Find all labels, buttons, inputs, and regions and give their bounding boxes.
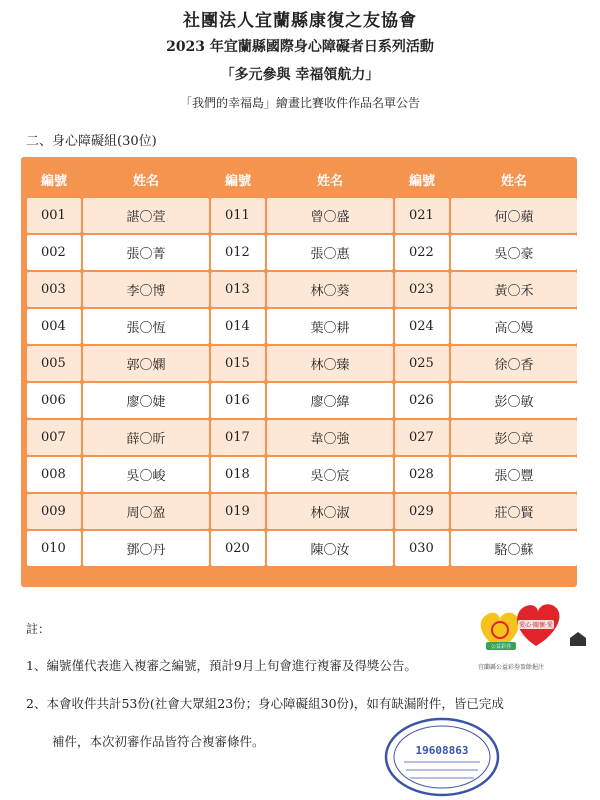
note-line: 補件，本次初審作品皆符合複審條件。 — [52, 734, 265, 749]
note-line: 1、編號僅代表進入複審之編號，預計9月上旬會進行複審及得獎公告。 — [26, 658, 417, 673]
table-body — [27, 198, 577, 566]
entry-number: 019 — [211, 494, 265, 529]
submission-table-frame — [21, 157, 577, 587]
entry-name: 李〇博 — [83, 272, 209, 307]
table-row — [27, 420, 577, 455]
entry-number: 005 — [27, 346, 81, 381]
entry-number: 003 — [27, 272, 81, 307]
entry-number: 022 — [395, 235, 449, 270]
entry-number: 016 — [211, 383, 265, 418]
entry-number: 027 — [395, 420, 449, 455]
entry-number: 024 — [395, 309, 449, 344]
slogan: 「多元參與 幸福領航力」 — [220, 67, 380, 83]
entry-number: 026 — [395, 383, 449, 418]
entry-name: 何〇蘋 — [451, 198, 577, 233]
entry-number: 001 — [27, 198, 81, 233]
entry-number: 029 — [395, 494, 449, 529]
entry-name: 高〇嫚 — [451, 309, 577, 344]
entry-name: 葉〇耕 — [267, 309, 393, 344]
entry-number: 020 — [211, 531, 265, 566]
entry-name: 韋〇強 — [267, 420, 393, 455]
table-row — [27, 457, 577, 492]
entry-name: 林〇淑 — [267, 494, 393, 529]
entry-name: 徐〇香 — [451, 346, 577, 381]
entry-number: 015 — [211, 346, 265, 381]
entry-name: 駱〇蘇 — [451, 531, 577, 566]
entry-number: 002 — [27, 235, 81, 270]
table-row — [27, 494, 577, 529]
header-name: 姓名 — [316, 173, 343, 189]
table-row — [27, 531, 577, 566]
entry-number: 014 — [211, 309, 265, 344]
header-number: 編號 — [408, 173, 435, 189]
table-row — [27, 383, 577, 418]
entry-number: 007 — [27, 420, 81, 455]
submission-table — [25, 160, 579, 568]
entry-name: 張〇惠 — [267, 235, 393, 270]
entry-number: 004 — [27, 309, 81, 344]
entry-name: 吳〇豪 — [451, 235, 577, 270]
entry-number: 013 — [211, 272, 265, 307]
entry-name: 林〇葵 — [267, 272, 393, 307]
notes-label: 註： — [26, 622, 51, 636]
heart-right-label: 愛心‧關懷‧愛 — [519, 622, 553, 629]
entry-name: 張〇豐 — [451, 457, 577, 492]
entry-name: 張〇恆 — [83, 309, 209, 344]
header-name: 姓名 — [500, 173, 527, 189]
entry-number: 006 — [27, 383, 81, 418]
entry-name: 諶〇萱 — [83, 198, 209, 233]
entry-number: 011 — [211, 198, 265, 233]
entry-number: 008 — [27, 457, 81, 492]
table-header-row — [27, 162, 577, 196]
table-row — [27, 346, 577, 381]
entry-number: 012 — [211, 235, 265, 270]
entry-number: 009 — [27, 494, 81, 529]
entry-name: 彭〇敏 — [451, 383, 577, 418]
entry-number: 018 — [211, 457, 265, 492]
entry-name: 彭〇章 — [451, 420, 577, 455]
header-number: 編號 — [40, 173, 67, 189]
entry-name: 黃〇禾 — [451, 272, 577, 307]
entry-name: 莊〇賢 — [451, 494, 577, 529]
entry-number: 021 — [395, 198, 449, 233]
note-line: 2、本會收件共計53份(社會大眾組23份；身心障礙組30份)，如有缺漏附件，皆已完成 — [26, 696, 504, 711]
table-row — [27, 198, 577, 233]
entry-name: 周〇盈 — [83, 494, 209, 529]
header-number: 編號 — [224, 173, 251, 189]
heart-label: 公益彩券 — [490, 644, 512, 650]
entry-name: 吳〇峻 — [83, 457, 209, 492]
table-row — [27, 272, 577, 307]
section-title: 二、身心障礙組(30位) — [26, 134, 157, 149]
lottery-charity-logo — [470, 598, 590, 658]
entry-number: 030 — [395, 531, 449, 566]
header-name: 姓名 — [132, 173, 159, 189]
entry-name: 張〇菁 — [83, 235, 209, 270]
house-icon — [570, 632, 586, 646]
entry-name: 陳〇汝 — [267, 531, 393, 566]
entry-number: 010 — [27, 531, 81, 566]
entry-name: 薛〇昕 — [83, 420, 209, 455]
table-row — [27, 235, 577, 270]
entry-number: 028 — [395, 457, 449, 492]
entry-name: 曾〇盛 — [267, 198, 393, 233]
entry-number: 017 — [211, 420, 265, 455]
entry-number: 023 — [395, 272, 449, 307]
seal-number: 19608863 — [415, 744, 469, 757]
event-title: 2023 年宜蘭縣國際身心障礙者日系列活動 — [166, 39, 434, 55]
association-seal — [382, 716, 502, 798]
entry-name: 吳〇宸 — [267, 457, 393, 492]
notice-title: 「我們的幸福島」繪畫比賽收件作品名單公告 — [179, 96, 420, 110]
entry-name: 鄧〇丹 — [83, 531, 209, 566]
entry-name: 林〇臻 — [267, 346, 393, 381]
entry-name: 廖〇婕 — [83, 383, 209, 418]
entry-number: 025 — [395, 346, 449, 381]
table-row — [27, 309, 577, 344]
entry-name: 郭〇嫻 — [83, 346, 209, 381]
organization-title: 社團法人宜蘭縣康復之友協會 — [183, 11, 417, 31]
logo-caption: 宜蘭縣公益彩券盈餘挹注 — [478, 664, 545, 671]
entry-name: 廖〇緯 — [267, 383, 393, 418]
